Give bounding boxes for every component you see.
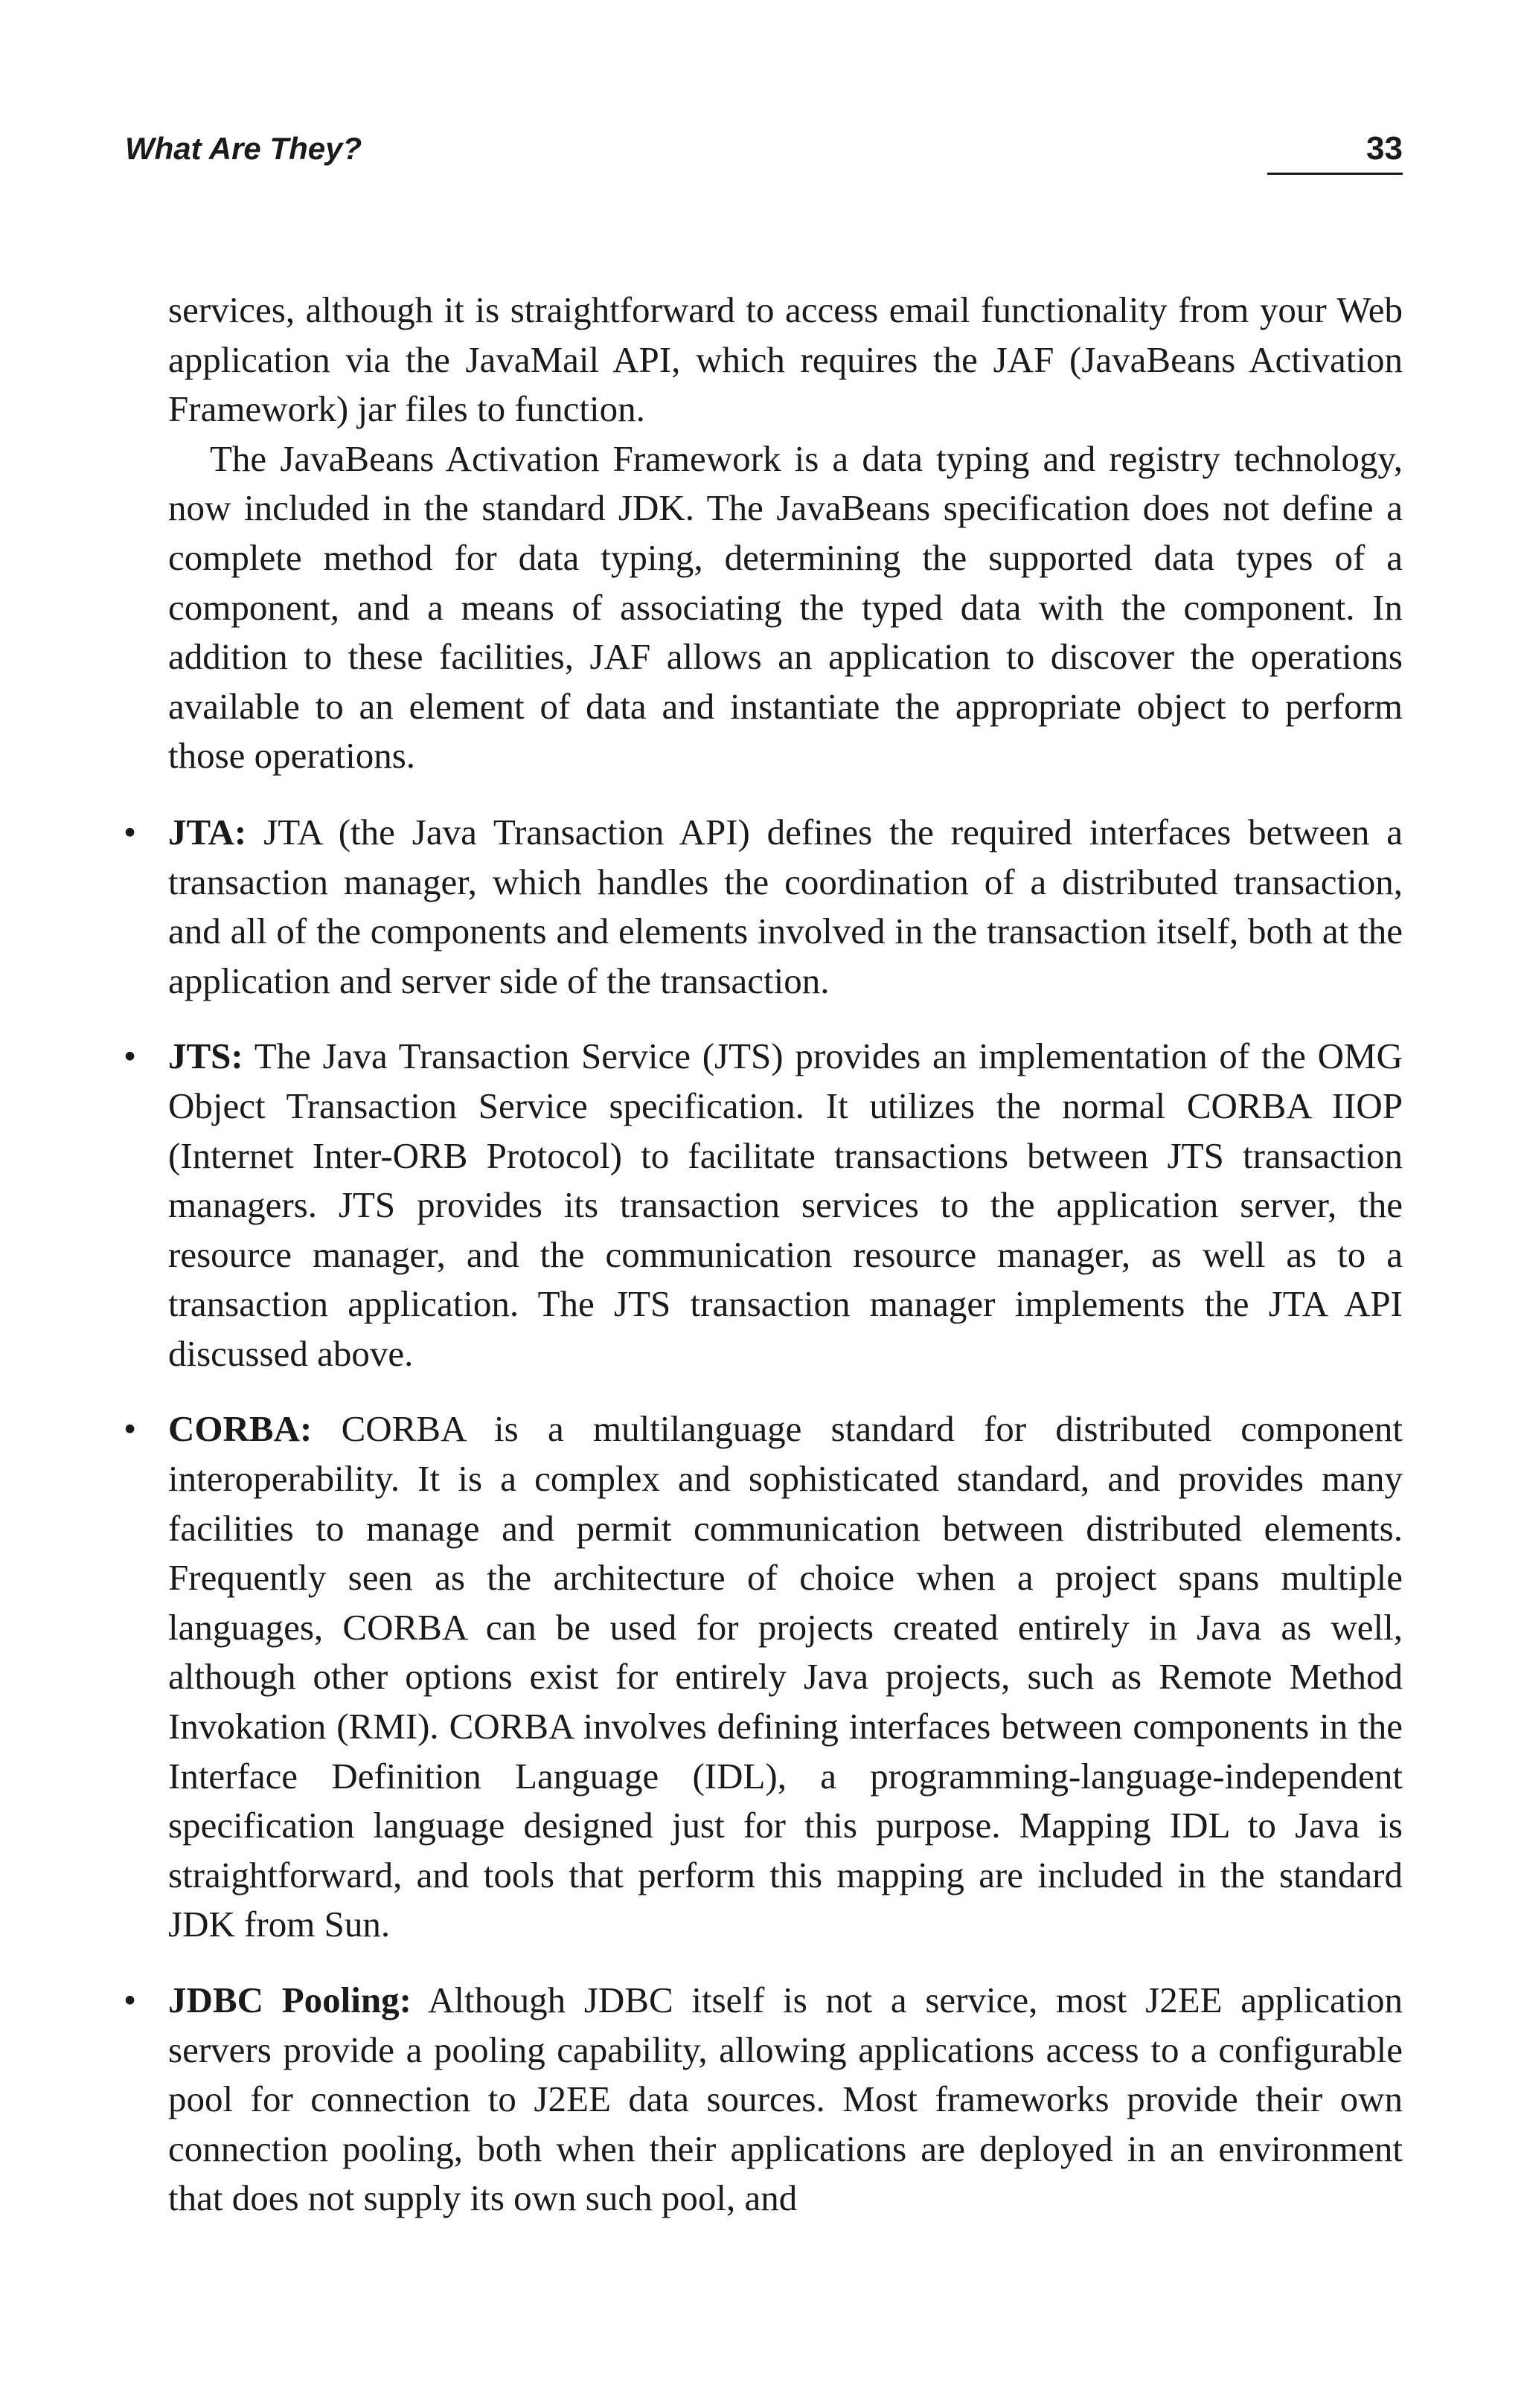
bullet-text: JTA (the Java Transaction API) defines the required interfaces between a transaction manager, which handles the coordination of a distributed transaction, and all of the components and elements involved in the transaction itself, both at the application and server side of the transaction. xyxy=(168,811,1403,1001)
bullet-text: Although JDBC itself is not a service, most J2EE application servers provide a pooling capability, allowing applications access to a configurable pool for connection to J2EE data sources. Most frameworks provide their own connection pooling, both when their applications are deployed in an environment that does not supply its own such pool, and xyxy=(168,1980,1403,2219)
list-item-jta xyxy=(168,808,1403,1006)
bullet-term: JDBC Pooling: xyxy=(168,1980,412,2020)
list-item-jdbc-pooling xyxy=(168,1976,1403,2224)
bullet-term: CORBA: xyxy=(168,1408,313,1450)
running-head xyxy=(125,128,1403,174)
running-title: What Are They? xyxy=(125,131,362,166)
bullet-term: JTA: xyxy=(168,811,247,853)
list-item-jts xyxy=(168,1032,1403,1378)
bullet-text: The Java Transaction Service (JTS) provides an implementation of the OMG Object Transaction Service specification. It utilizes the normal CORBA IIOP (Internet Inter-ORB Protocol) to facilitate transactions between JTS transaction managers. JTS provides its transaction services to the application server, the resource manager, and the communication resource manager, as well as to a transaction application. The JTS transaction manager implements the JTA API discussed above. xyxy=(168,1036,1403,1374)
bullet-text: CORBA is a multilanguage standard for distributed component interoperability. It is a complex and sophisticated standard, and provides many facilities to manage and permit communication between distributed elements. Frequently seen as the architecture of choice when a project spans multiple languages, CORBA can be used for projects created entirely in Java as well, although other options exist for entirely Java projects, such as Remote Method Invokation (RMI). CORBA involves defining interfaces between components in the Interface Definition Language (IDL), a programming-language-independent specification language designed just for this purpose. Mapping IDL to Java is straightforward, and tools that perform this mapping are included in the standard JDK from Sun. xyxy=(168,1408,1403,1945)
bullet-list xyxy=(168,808,1403,2224)
list-item-corba xyxy=(168,1404,1403,1950)
body-text xyxy=(168,286,1403,2250)
paragraph-jaf: The JavaBeans Activation Framework is a data typing and registry technology, now included in the standard JDK. The JavaBeans specification does not define a complete method for data typing, determining the supported data types of a component, and a means of associating the typed data with the component. In addition to these facilities, JAF allows an application to discover the operations available to an element of data and instantiate the appropriate object to perform those operations. xyxy=(168,437,1403,777)
paragraph-continued: services, although it is straightforward to access email functionality from your Web application via the JavaMail API, which requires the JAF (JavaBeans Activation Framework) jar files to function. xyxy=(168,289,1403,430)
bullet-term: JTS: xyxy=(168,1036,243,1077)
page-number: 33 xyxy=(1267,128,1403,175)
